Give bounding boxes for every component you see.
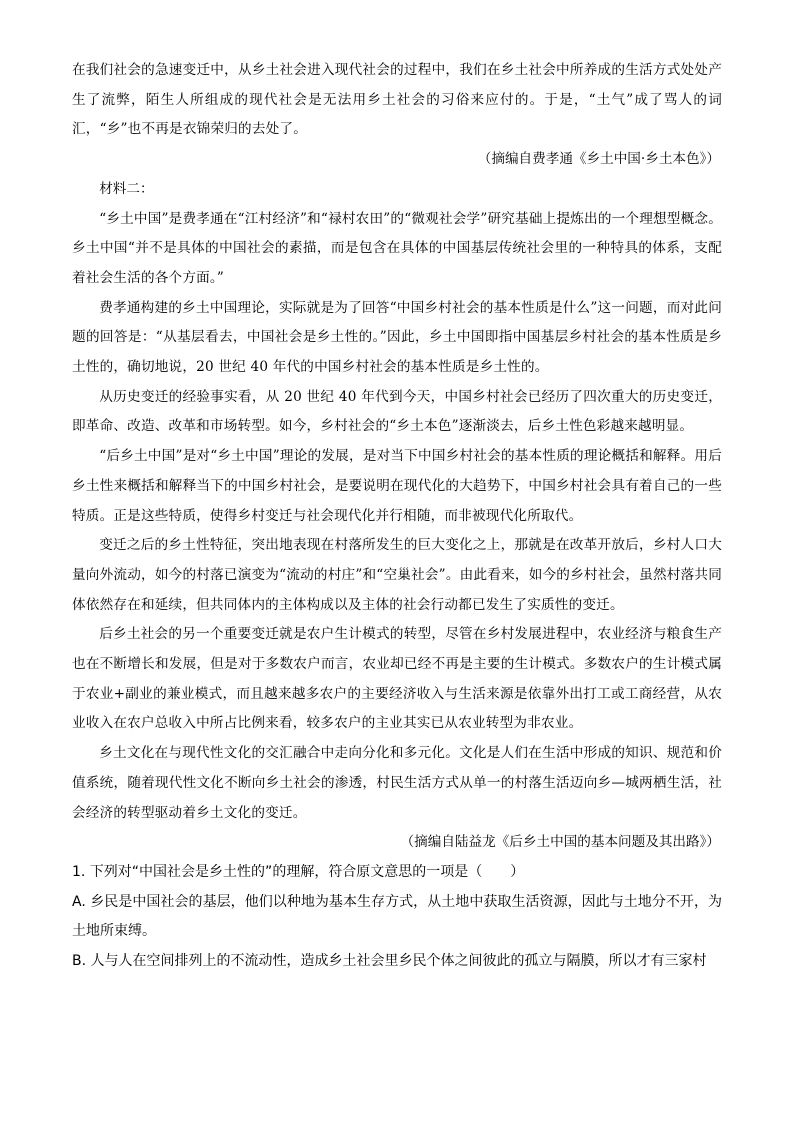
material2-paragraph-3: 从历史变迁的经验事实看，从 20 世纪 40 年代到今天，中国乡村社会已经历了四次重大的历史变迁，即革命、改造、改革和市场转型。如今，乡村社会的“乡土本色”逐渐淡去，后乡土性色彩越来越明显。 — [72, 388, 722, 435]
material2-paragraph-1: “乡土中国”是费孝通在“江村经济”和“禄村农田”的“微观社会学”研究基础上提炼出的一个理想型概念。乡土中国“并不是具体的中国社会的素描，而是包含在具体的中国基层传统社会里的一种特具的体系，支配着社会生活的各个方面。” — [72, 210, 722, 286]
material2-label: 材料二： — [99, 180, 154, 197]
question-1-stem: 1. 下列对“中国社会是乡土性的”的理解，符合原文意思的一项是（ ） — [72, 863, 525, 880]
material1-source: （摘编自费孝通《乡土中国·乡土本色》） — [477, 151, 720, 168]
material2-paragraph-5: 变迁之后的乡土性特征，突出地表现在村落所发生的巨大变化之上，那就是在改革开放后，乡村人口大量向外流动，如今的村落已演变为“流动的村庄”和“空巢社会”。由此看来，如今的乡村社会，虽然村落共同体依然存在和延续，但共同体内的主体构成以及主体的社会行动都已发生了实质性的变迁。 — [72, 537, 722, 613]
material2-paragraph-2: 费孝通构建的乡土中国理论，实际就是为了回答“中国乡村社会的基本性质是什么”这一问题，而对此问题的回答是：“从基层看去，中国社会是乡土性的。”因此，乡土中国即指中国基层乡村社会的基本性质是乡土性的，确切地说，20 世纪 40 年代的中国乡村社会的基本性质是乡土性的。 — [72, 299, 722, 376]
material2-source: （摘编自陆益龙《后乡土中国的基本问题及其出路》） — [400, 834, 720, 851]
material2-paragraph-7: 乡土文化在与现代性文化的交汇融合中走向分化和多元化。文化是人们在生活中形成的知识、规范和价值系统，随着现代性文化不断向乡土社会的渗透，村民生活方式从单一的村落生活迈向乡—城两栖生活，社会经济的转型驱动着乡土文化的变迁。 — [72, 745, 722, 821]
question-1-option-b: B. 人与人在空间排列上的不流动性，造成乡土社会里乡民个体之间彼此的孤立与隔膜，所以才有三家村 — [72, 953, 707, 970]
material2-paragraph-6: 后乡土社会的另一个重要变迁就是农户生计模式的转型，尽管在乡村发展进程中，农业经济与粮食生产也在不断增长和发展，但是对于多数农户而言，农业却已经不再是主要的生计模式。多数农户的生计模式属于农业+副业的兼业模式，而且越来越多农户的主要经济收入与生活来源是依靠外出打工或工商经营，从农业收入在农户总收入中所占比例来看，较多农户的主业其实已从农业转型为非农业。 — [72, 626, 722, 732]
material2-paragraph-4: “后乡土中国”是对“乡土中国”理论的发展，是对当下中国乡村社会的基本性质的理论概括和解释。用后乡土性来概括和解释当下的中国乡村社会，是要说明在现代化的大趋势下，中国乡村社会具有着自己的一些特质。正是这些特质，使得乡村变迁与社会现代化并行相随，而非被现代化所取代。 — [72, 448, 722, 524]
question-1-option-a: A. 乡民是中国社会的基层，他们以种地为基本生存方式，从土地中获取生活资源，因此与土地分不开，为土地所束缚。 — [72, 893, 722, 940]
material1-continuation: 在我们社会的急速变迁中，从乡土社会进入现代社会的过程中，我们在乡土社会中所养成的生活方式处处产生了流弊，陌生人所组成的现代社会是无法用乡土社会的习俗来应付的。于是，“土气”成了骂人的词汇，“乡”也不再是衣锦荣归的去处了。 — [72, 62, 722, 138]
